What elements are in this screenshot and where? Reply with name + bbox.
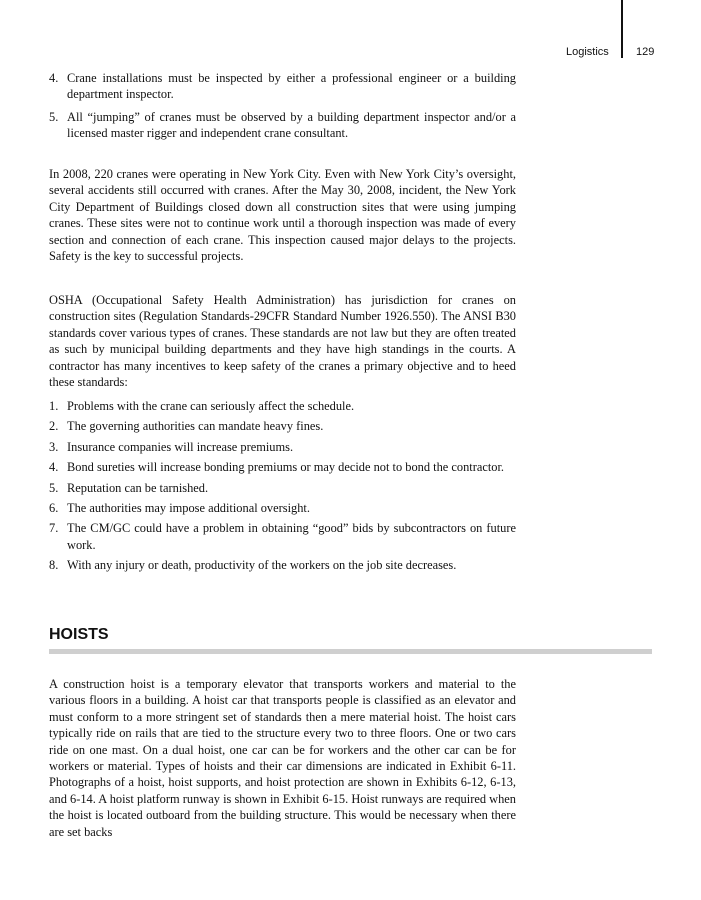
list-item: 2. The governing authorities can mandate heavy fines. <box>49 419 324 434</box>
requirements-list <box>49 70 516 148</box>
page-number: 129 <box>636 46 655 58</box>
paragraph-osha: OSHA (Occupational Safety Health Administration) has jurisdiction for cranes on construction sites (Regulation Standards-29CFR Standard Number 1926.550). The ANSI B30 standards cover various types of cranes. These standards are not law but they are often treated as such by municipal building departments and they have high standings in the courts. A contractor has many incentives to keep safety of the cranes a primary objective and to heed these standards: <box>49 293 516 390</box>
list-item: 4. Crane installations must be inspected by either a professional engineer or a building department inspector. <box>49 71 516 102</box>
paragraph-cranes-nyc: In 2008, 220 cranes were operating in New York City. Even with New York City’s oversight, several accidents still occurred with cranes. After the May 30, 2008, incident, the New York City Department of Buildings closed down all construction sites that were using jumping cranes. These sites were not to continue work until a thorough inspection was made of every section and connection of each crane. This inspection caused major delays to the projects. Safety is the key to successful projects. <box>49 167 516 264</box>
list-item: 8. With any injury or death, productivity of the workers on the job site decreases. <box>49 558 457 573</box>
paragraph-hoists: A construction hoist is a temporary elevator that transports workers and material to the various floors in a building. A hoist car that transports people is classified as an elevator and must conform to a more stringent set of standards then a mere material hoist. The hoist cars typically ride on rails that are tied to the structure every two to three floors. One or two cars ride on one mast. On a dual hoist, one car can be for workers and the other car can be for workers or material. Types of hoists and their car dimensions are indicated in Exhibit 6-11. Photographs of a hoist, hoist supports, and hoist protection are shown in Exhibits 6-12, 6-13, and 6-14. A hoist platform runway is shown in Exhibit 6-15. Hoist runways are required when the hoist is located outboard from the building structure. This would be necessary when there are set backs <box>49 677 516 839</box>
incentives-list <box>49 398 516 578</box>
list-item: 7. The CM/GC could have a problem in obtaining “good” bids by subcontractors on future work. <box>49 521 516 552</box>
section-heading: HOISTS <box>49 626 109 643</box>
list-item: 5. Reputation can be tarnished. <box>49 480 209 495</box>
list-item: 3. Insurance companies will increase premiums. <box>49 439 294 454</box>
header-rule <box>621 0 623 58</box>
list-item: 4. Bond sureties will increase bonding premiums or may decide not to bond the contractor. <box>49 460 505 475</box>
list-item: 5. All “jumping” of cranes must be observed by a building department inspector and/or a licensed master rigger and independent crane consultant. <box>49 109 516 141</box>
running-title: Logistics <box>566 46 609 58</box>
heading-underline-bar <box>49 649 652 654</box>
list-item: 6. The authorities may impose additional oversight. <box>49 501 310 516</box>
list-item: 1. Problems with the crane can seriously affect the schedule. <box>49 399 355 413</box>
